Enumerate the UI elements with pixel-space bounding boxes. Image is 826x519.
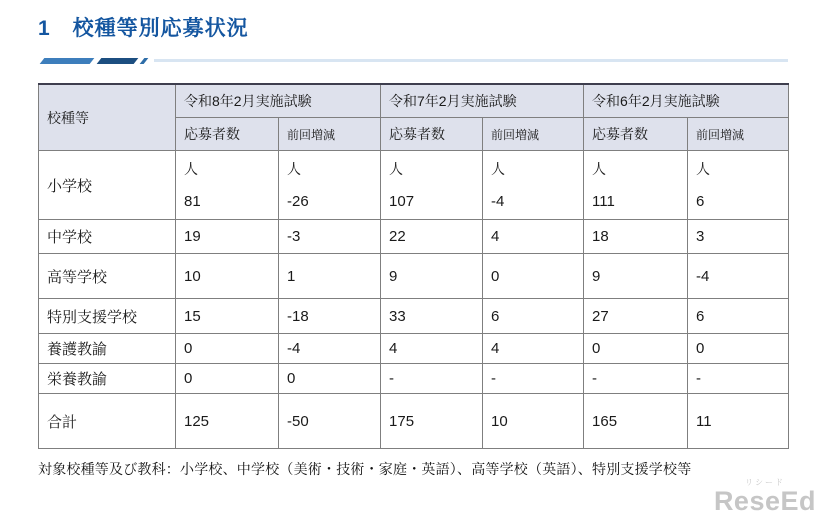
value-cell: -: [584, 364, 688, 394]
table-row: [39, 364, 789, 394]
unit-label: 人: [287, 161, 301, 177]
value-cell: 6: [483, 299, 584, 334]
value-cell: 4: [381, 334, 483, 364]
unit-label: 人: [592, 161, 607, 177]
value-cell: 1: [279, 254, 381, 299]
table-body: [39, 151, 789, 449]
value-cell: 3: [688, 220, 789, 254]
value-cell: 9: [381, 254, 483, 299]
value-cell: 33: [381, 299, 483, 334]
header-exam-group-r7: 令和7年2月実施試験: [381, 84, 584, 118]
table-row: [39, 220, 789, 254]
header-school-type: 校種等: [39, 84, 176, 151]
logo-ruby-text: リシード: [744, 478, 785, 487]
application-status-table: [38, 83, 789, 449]
logo-wordmark: ReseEd: [713, 486, 816, 516]
value-cell: -: [688, 364, 789, 394]
table-row: [39, 254, 789, 299]
value-cell: -: [381, 364, 483, 394]
table-header: [39, 84, 789, 151]
rule-segment-slash: [140, 58, 149, 64]
value-cell: 27: [584, 299, 688, 334]
value-cell: [381, 151, 483, 220]
value-cell: 0: [584, 334, 688, 364]
row-label: 小学校: [39, 151, 176, 220]
row-label: 養護教諭: [39, 334, 176, 364]
reseed-logo: [714, 479, 816, 515]
unit-label: 人: [696, 161, 711, 177]
value-cell: 19: [176, 220, 279, 254]
value-cell: 0: [176, 364, 279, 394]
value-cell: 15: [176, 299, 279, 334]
value-cell: 10: [176, 254, 279, 299]
value-cell: -4: [688, 254, 789, 299]
value-cell: [279, 151, 381, 220]
value-cell: 22: [381, 220, 483, 254]
header-applicants-r6: 応募者数: [584, 118, 688, 151]
header-applicants-r7: 応募者数: [381, 118, 483, 151]
value-cell: -3: [279, 220, 381, 254]
value-cell: -18: [279, 299, 381, 334]
value-cell: 18: [584, 220, 688, 254]
header-change-r8: 前回増減: [279, 118, 381, 151]
value-cell: 10: [483, 394, 584, 449]
value-cell: 175: [381, 394, 483, 449]
value-cell: 0: [279, 364, 381, 394]
value-cell: 0: [483, 254, 584, 299]
unit-label: 人: [389, 161, 404, 177]
unit-label: 人: [491, 161, 506, 177]
value-cell: -50: [279, 394, 381, 449]
row-label: 高等学校: [39, 254, 176, 299]
cell-value: 111: [592, 193, 615, 210]
row-label: 中学校: [39, 220, 176, 254]
value-cell: [176, 151, 279, 220]
table-row: [39, 299, 789, 334]
cell-value: -26: [287, 193, 309, 210]
footnote: 対象校種等及び教科：小学校、中学校（美術・技術・家庭・英語）、高等学校（英語）、特別支援学校等: [38, 461, 692, 477]
value-cell: 6: [688, 299, 789, 334]
table-row: [39, 151, 789, 220]
value-cell: 4: [483, 334, 584, 364]
header-change-r7: 前回増減: [483, 118, 584, 151]
cell-value: 6: [696, 193, 705, 210]
value-cell: 11: [688, 394, 789, 449]
unit-label: 人: [184, 161, 198, 177]
header-row-exam-groups: [39, 84, 789, 118]
row-label: 特別支援学校: [39, 299, 176, 334]
page-title: 1 校種等別応募状況: [38, 17, 249, 40]
header-applicants-r8: 応募者数: [176, 118, 279, 151]
value-cell: -4: [279, 334, 381, 364]
row-label: 合計: [39, 394, 176, 449]
value-cell: 0: [176, 334, 279, 364]
value-cell: 125: [176, 394, 279, 449]
rule-light-line: [154, 59, 788, 62]
cell-value: -4: [491, 193, 505, 210]
cell-value: 81: [184, 193, 201, 210]
cell-value: 107: [389, 193, 415, 210]
title-underline-decoration: [38, 57, 788, 64]
table-row: [39, 394, 789, 449]
value-cell: -: [483, 364, 584, 394]
value-cell: 0: [688, 334, 789, 364]
row-label: 栄養教諭: [39, 364, 176, 394]
header-exam-group-r6: 令和6年2月実施試験: [584, 84, 789, 118]
value-cell: 4: [483, 220, 584, 254]
header-exam-group-r8: 令和8年2月実施試験: [176, 84, 381, 118]
rule-segment-dark-blue: [97, 58, 139, 64]
rule-segment-medium-blue: [40, 58, 95, 64]
value-cell: 9: [584, 254, 688, 299]
value-cell: 165: [584, 394, 688, 449]
value-cell: [688, 151, 789, 220]
value-cell: [483, 151, 584, 220]
table-row: [39, 334, 789, 364]
header-change-r6: 前回増減: [688, 118, 789, 151]
value-cell: [584, 151, 688, 220]
